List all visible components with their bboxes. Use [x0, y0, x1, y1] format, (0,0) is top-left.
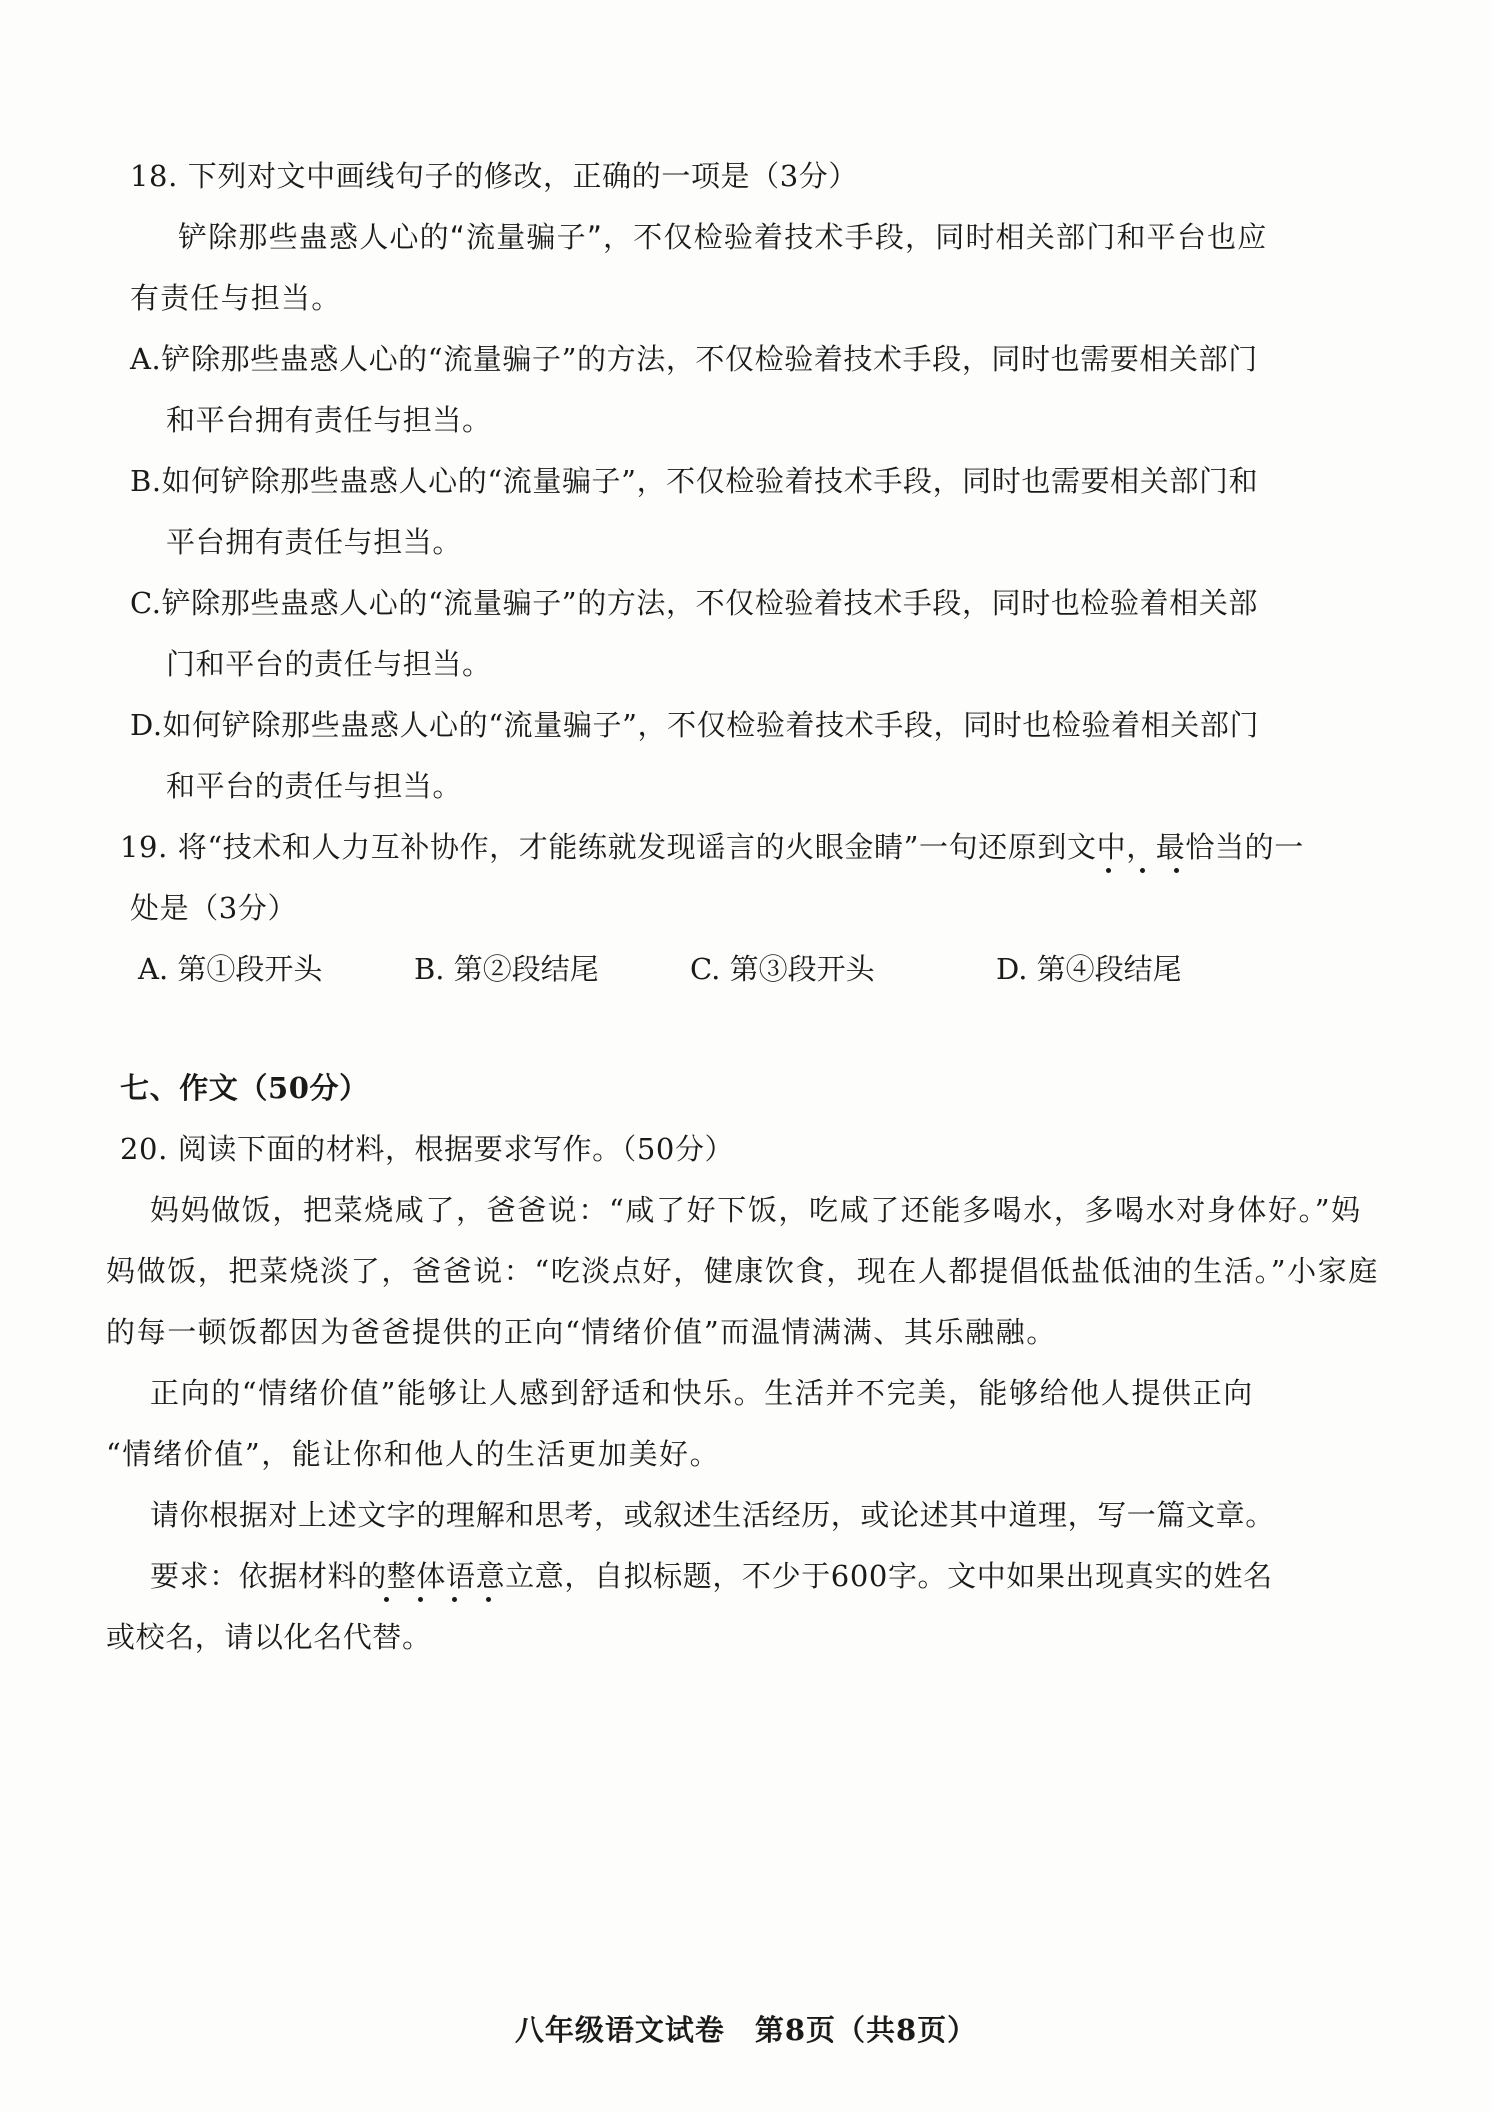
q20-task: 请你根据对上述文字的理解和思考，或叙述生活经历，或论述其中道理，写一篇文章。	[150, 1498, 1275, 1532]
q20-emphasis-dots	[382, 1597, 492, 1603]
q18-option-b-line2: 平台拥有责任与担当。	[166, 525, 463, 559]
q20-stem: 20. 阅读下面的材料，根据要求写作。（50分）	[120, 1132, 735, 1166]
q20-material-line1: 妈妈做饭，把菜烧咸了，爸爸说：“咸了好下饭，吃咸了还能多喝水，多喝水对身体好。”妈	[150, 1193, 1362, 1227]
q18-option-d-line2: 和平台的责任与担当。	[166, 769, 463, 803]
q18-option-b-line1	[130, 461, 1258, 501]
q19-option-a: A. 第①段开头	[138, 952, 323, 986]
q19-stem-line1: 19. 将“技术和人力互补协作，才能练就发现谣言的火眼金睛”一句还原到文中，最恰当的一	[120, 830, 1304, 864]
q18-option-c-line1	[130, 583, 1258, 623]
q18-option-a-line1	[130, 339, 1258, 379]
q18-option-a-label: A.	[130, 342, 162, 376]
q19-stem-line2: 处是（3分）	[130, 891, 298, 925]
q20-para2-line2: “情绪价值”，能让你和他人的生活更加美好。	[106, 1437, 721, 1471]
q20-material-line2: 妈做饭，把菜烧淡了，爸爸说：“吃淡点好，健康饮食，现在人都提倡低盐低油的生活。”小家庭	[106, 1254, 1379, 1288]
q20-requirement-line1: 要求：依据材料的整体语意立意，自拟标题，不少于600字。文中如果出现真实的姓名	[150, 1559, 1273, 1593]
q18-option-b-label: B.	[130, 464, 162, 498]
section7-title: 七、作文（50分）	[120, 1071, 369, 1105]
q18-option-d-text: 如何铲除那些蛊惑人心的“流量骗子”，不仅检验着技术手段，同时也检验着相关部门	[162, 708, 1260, 742]
q18-quote-line1: 铲除那些蛊惑人心的“流量骗子”，不仅检验着技术手段，同时相关部门和平台也应	[178, 220, 1268, 254]
q20-requirement-line2: 或校名，请以化名代替。	[106, 1620, 432, 1654]
q18-option-c-text: 铲除那些蛊惑人心的“流量骗子”的方法，不仅检验着技术手段，同时也检验着相关部	[161, 586, 1259, 620]
q18-stem: 18. 下列对文中画线句子的修改，正确的一项是（3分）	[130, 159, 858, 193]
q20-para2-line1: 正向的“情绪价值”能够让人感到舒适和快乐。生活并不完美，能够给他人提供正向	[150, 1376, 1254, 1410]
q18-option-b-text: 如何铲除那些蛊惑人心的“流量骗子”，不仅检验着技术手段，同时也需要相关部门和	[161, 464, 1259, 498]
q19-emphasis-dots	[1104, 868, 1194, 874]
q18-option-d-label: D.	[130, 708, 163, 742]
q18-option-d-line1	[130, 705, 1259, 745]
q19-option-c: C. 第③段开头	[690, 952, 875, 986]
q19-options	[0, 949, 1492, 989]
page-footer: 八年级语文试卷 第8页（共8页）	[514, 2013, 978, 2047]
q20-material-line3: 的每一顿饭都因为爸爸提供的正向“情绪价值”而温情满满、其乐融融。	[106, 1315, 1057, 1349]
q19-option-d: D. 第④段结尾	[996, 952, 1182, 986]
q18-option-a-line2: 和平台拥有责任与担当。	[166, 403, 492, 437]
q18-option-c-label: C.	[130, 586, 162, 620]
q18-option-a-text: 铲除那些蛊惑人心的“流量骗子”的方法，不仅检验着技术手段，同时也需要相关部门	[161, 342, 1258, 376]
q19-option-b: B. 第②段结尾	[414, 952, 599, 986]
q18-quote-line2: 有责任与担当。	[130, 281, 342, 315]
q18-option-c-line2: 门和平台的责任与担当。	[166, 647, 492, 681]
